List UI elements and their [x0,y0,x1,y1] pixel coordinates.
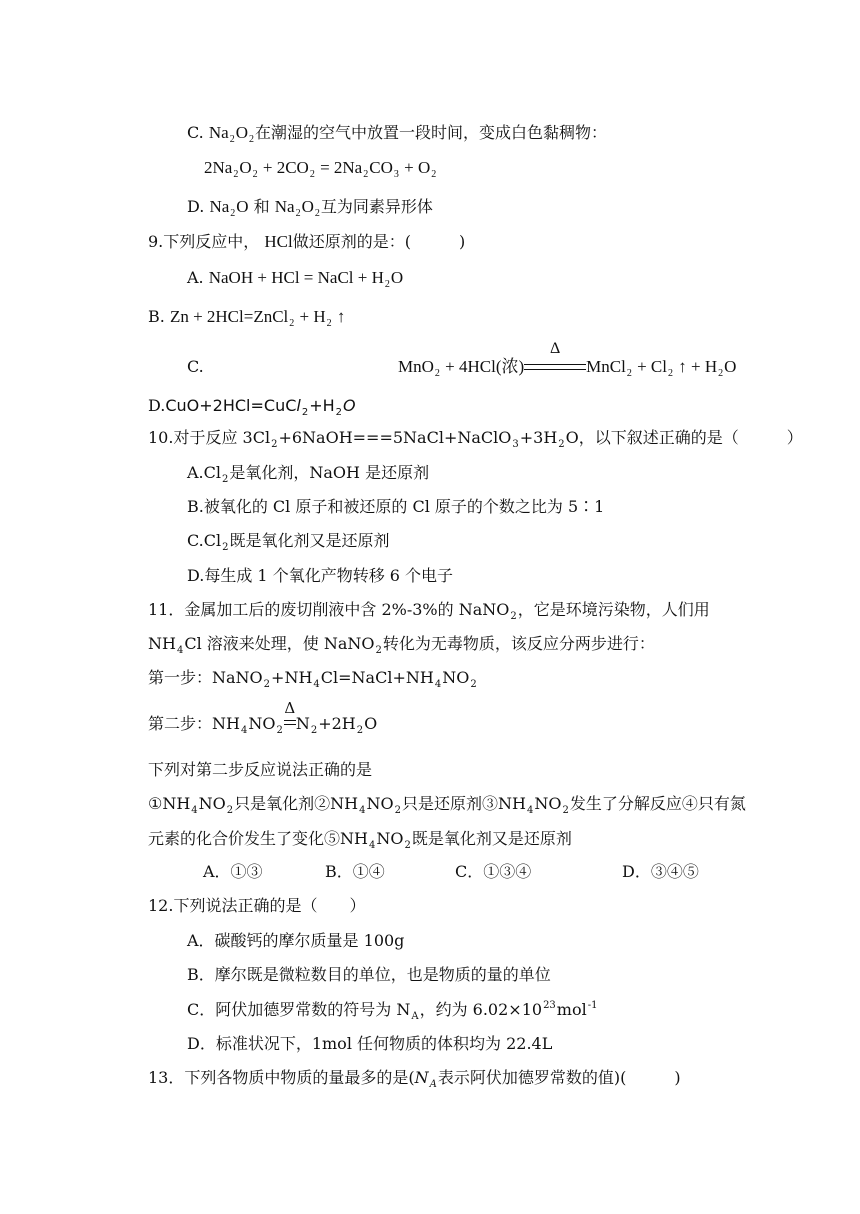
q8-option-d: D. $Na_2O$ 和 $Na_2O_2$互为同素异形体 [187,197,433,219]
q12-option-b: B．摩尔既是微粒数目的单位，也是物质的量的单位 [187,965,551,984]
q9-option-d: $D.CuO+2HCl=CuCl_2+H_2O$ [148,396,356,418]
q11-statements-line2: 元素的化合价发生了变化$⑤NH_4NO_2$既是氧化剂又是还原剂 [148,829,572,851]
q11-option-b: B．①④ [325,862,385,881]
q9-option-c-equation: MnO$_2$ + 4HCl(浓) Δ MnCl$_2$ + $Cl_2$ ↑ + $H_2O$ [398,340,737,379]
q12-option-c: C．阿伏加德罗常数的符号为 $N_A$，约为 $6.02\times 10^{23}mol^{-1}$ [187,1000,598,1022]
q11-option-a: A．①③ [203,862,263,881]
heat-condition: Δ [284,719,296,731]
q9-stem: 9.下列反应中， HCl做还原剂的是：( ) [148,232,466,251]
q10-option-c: $C.Cl_2$既是氧化剂又是还原剂 [187,531,390,553]
q9-option-b: B. Zn + 2HCl=ZnCl$_2$ + $H_2$ ↑ [148,307,346,329]
q11-statements-line1: $①NH_4NO_2$只是氧化剂$②NH_4NO_2$只是还原剂$③NH_4NO_2$发生了分解反应④只有氮 [148,794,746,816]
q12-stem: 12.下列说法正确的是（ ） [148,896,366,915]
q11-stem-line2: $NH_4Cl$ 溶液来处理，使 NaNO$_2$转化为无毒物质，该反应分两步进行： [148,634,655,656]
q11-option-d: D．③④⑤ [622,862,699,881]
q8-option-c-equation: $2Na_2O_2 + 2CO_2 = 2Na_2CO_3 + O_2$ [204,158,437,180]
q10-option-b: B.被氧化的 Cl 原子和被还原的 Cl 原子的个数之比为 5∶1 [187,497,605,516]
q11-stem-line1: 11．金属加工后的废切削液中含 2%-3%的 NaNO$_2$，它是环境污染物，人们用 [148,600,710,622]
formula-na2o2: $Na_2O_2$ [208,123,254,145]
q11-option-c: C．①③④ [455,862,532,881]
q9-option-a: A. NaOH + HCl = NaCl + $H_2O$ [187,268,404,290]
q11-question: 下列对第二步反应说法正确的是 [148,760,373,779]
q10-stem: 10.对于反应 $3Cl_2+6NaOH===5NaCl+NaClO_3+3H_2O$，以下叙述正确的是（ ） [148,428,803,450]
q10-option-a: $A.Cl_2$是氧化剂，NaOH 是还原剂 [187,463,430,485]
q10-option-d: D.每生成 1 个氧化产物转移 6 个电子 [187,566,454,585]
q12-option-a: A．碳酸钙的摩尔质量是 100g [187,931,405,950]
heat-condition: Δ [524,361,586,375]
q11-step1: 第一步：$NaNO_2+NH_4Cl=NaCl+NH_4NO_2$ [148,668,477,690]
q12-option-d: D．标准状况下，1mol 任何物质的体积均为 22.4L [187,1034,553,1053]
q11-step2: 第二步：$NH_4NO_2$ Δ $N_2+2H_2O$ [148,698,378,736]
q9-option-c-label: C. [187,357,204,376]
q8-option-c: C. $Na_2O_2$在潮湿的空气中放置一段时间，变成白色黏稠物： [187,123,607,145]
q13-stem: 13．下列各物质中物质的量最多的是($N_A$表示阿伏加德罗常数的值)( ) [148,1068,681,1090]
